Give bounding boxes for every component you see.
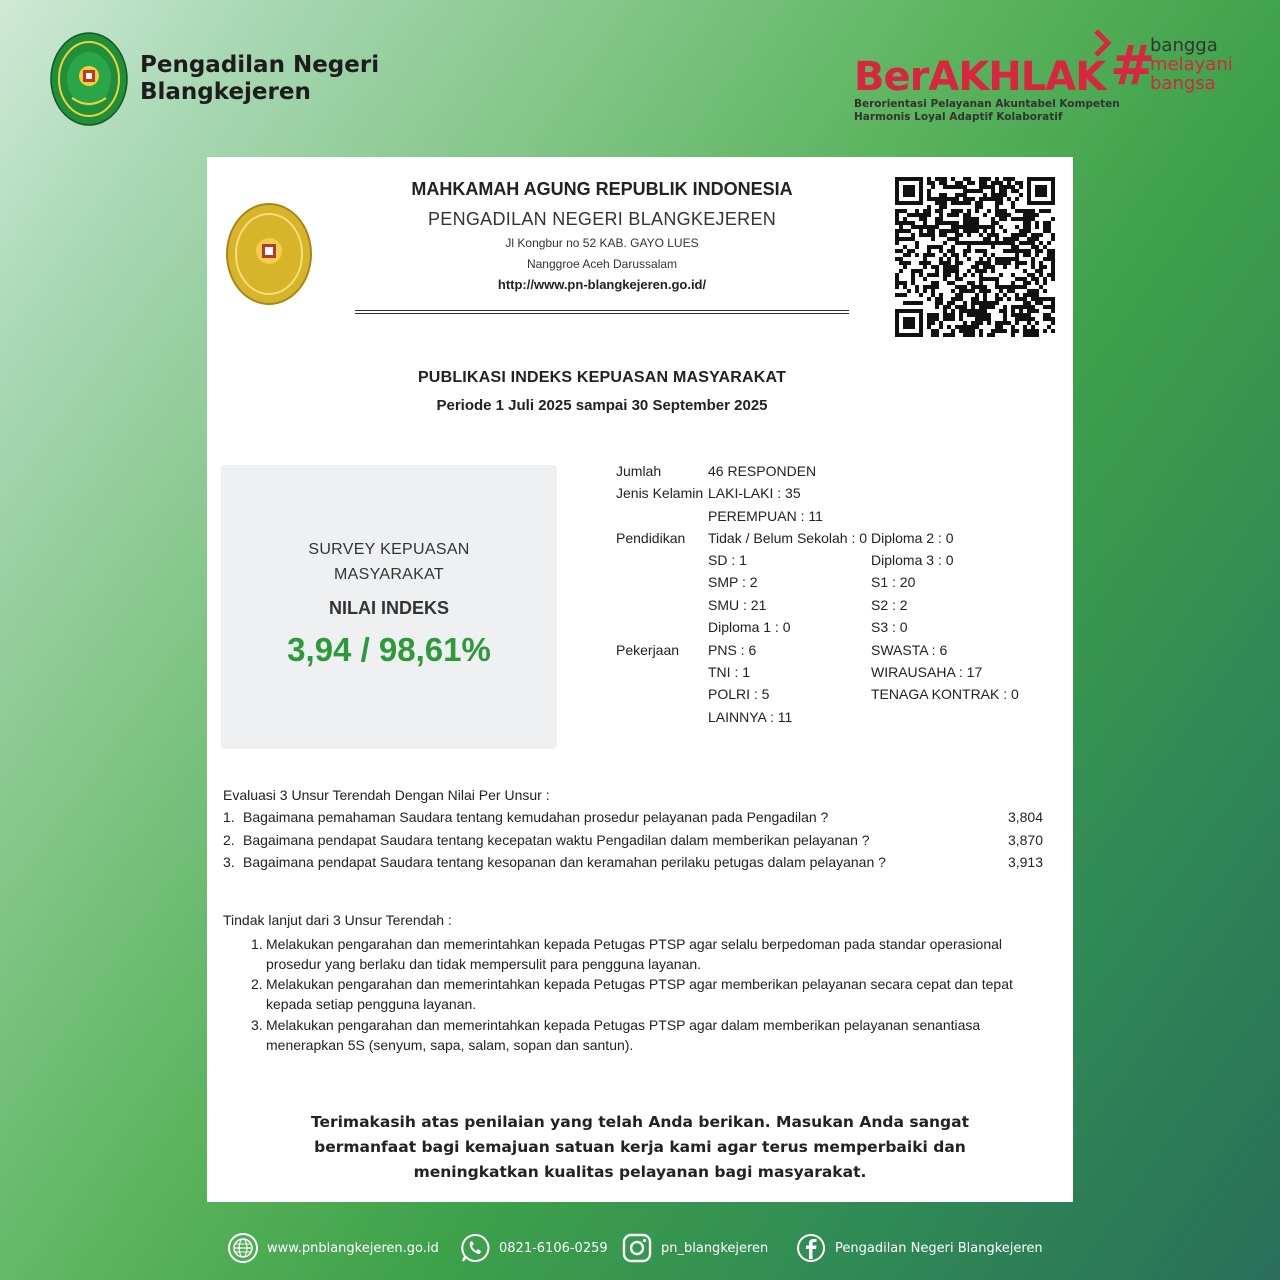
- whatsapp-icon: [459, 1232, 491, 1264]
- court-name-line2: Blangkejeren: [140, 79, 311, 105]
- court-name: [140, 52, 400, 106]
- brand: [50, 32, 400, 126]
- gender-label: Jenis Kelamin: [616, 485, 704, 501]
- core-values-line2: Harmonis Loyal Adaptif Kolaboratif: [854, 111, 1063, 123]
- followup-text: Melakukan pengarahan dan memerintahkan kepada Petugas PTSP agar selalu berpedoman pada standar operasional prosedur yang berlaku dan tidak mempersulit para pengguna layanan.: [266, 936, 1003, 972]
- footer-facebook-text: Pengadilan Negeri Blangkejeren: [835, 1240, 1043, 1256]
- letterhead-institution: MAHKAMAH AGUNG REPUBLIK INDONESIA: [411, 179, 793, 199]
- footer-instagram-text: pn_blangkejeren: [661, 1240, 769, 1256]
- education-item: SMU : 21: [708, 597, 767, 613]
- followup-number: 2.: [251, 976, 263, 992]
- evaluation-title: Evaluasi 3 Unsur Terendah Dengan Nilai Per Unsur :: [223, 787, 550, 803]
- facebook-icon: [795, 1232, 827, 1264]
- hashtag-icon: #: [1110, 34, 1156, 97]
- gender-female: PEREMPUAN : 11: [708, 508, 823, 524]
- qr-code: [895, 177, 1055, 337]
- followup-number: 1.: [251, 936, 263, 952]
- followup-text: Melakukan pengarahan dan memerintahkan kepada Petugas PTSP agar memberikan pelayanan secara cepat dan tepat kepada setiap pengguna layanan.: [266, 976, 1013, 1012]
- education-item: SMP : 2: [708, 574, 758, 590]
- education-item: Diploma 3 : 0: [871, 552, 954, 568]
- followup-title: Tindak lanjut dari 3 Unsur Terendah :: [223, 912, 452, 928]
- core-values: [854, 98, 1120, 124]
- berakhlak-tagline: [1150, 36, 1233, 93]
- education-item: Diploma 1 : 0: [708, 619, 791, 635]
- tagline-bangga: bangga: [1150, 35, 1218, 56]
- tagline-melayani: melayani: [1150, 54, 1233, 75]
- core-values-line1: Berorientasi Pelayanan Akuntabel Kompeten: [854, 98, 1120, 110]
- publication-title: PUBLIKASI INDEKS KEPUASAN MASYARAKAT: [417, 369, 787, 386]
- closing-line2: bermanfaat bagi kemajuan satuan kerja kami agar terus memperbaiki dan: [314, 1138, 966, 1156]
- letterhead-court: PENGADILAN NEGERI BLANGKEJEREN: [427, 209, 777, 229]
- letterhead-divider: [355, 310, 849, 314]
- evaluation-number: 2.: [223, 832, 235, 848]
- evaluation-question: Bagaimana pendapat Saudara tentang kecepatan waktu Pengadilan dalam memberikan pelayanan ?: [243, 832, 870, 848]
- education-item: S1 : 20: [871, 574, 916, 590]
- evaluation-score: 3,870: [1007, 832, 1043, 848]
- survey-label: [221, 537, 557, 587]
- education-item: S3 : 0: [871, 619, 908, 635]
- supreme-court-seal: [224, 201, 314, 307]
- education-item: SD : 1: [708, 552, 747, 568]
- followup-text: Melakukan pengarahan dan memerintahkan kepada Petugas PTSP agar dalam memberikan pelayanan senantiasa menerapkan 5S (senyum, sapa, salam, sopan dan santun).: [266, 1017, 981, 1053]
- document-page: [207, 157, 1073, 1202]
- contact-footer: [227, 1230, 1127, 1266]
- footer-website[interactable]: [227, 1230, 439, 1266]
- evaluation-score: 3,804: [1007, 809, 1043, 825]
- jumlah-label: Jumlah: [616, 463, 662, 479]
- letterhead-url[interactable]: http://www.pn-blangkejeren.go.id/: [497, 277, 707, 292]
- footer-instagram[interactable]: [621, 1230, 768, 1266]
- publication-period: Periode 1 Juli 2025 sampai 30 September 2025: [436, 397, 768, 414]
- evaluation-question: Bagaimana pendapat Saudara tentang kesopanan dan keramahan perilaku petugas dalam pelayanan ?: [243, 854, 886, 870]
- education-item: Diploma 2 : 0: [871, 530, 954, 546]
- court-emblem-logo: [50, 32, 128, 126]
- court-name-line1: Pengadilan Negeri: [140, 52, 380, 78]
- berakhlak-word: BerAKHLAK: [854, 54, 1106, 100]
- survey-label-line1: SURVEY KEPUASAN: [308, 541, 470, 558]
- closing-line3: meningkatkan kualitas pelayanan bagi masyarakat.: [413, 1163, 867, 1181]
- footer-website-text: www.pnblangkejeren.go.id: [267, 1240, 439, 1256]
- gender-male: LAKI-LAKI : 35: [708, 485, 801, 501]
- evaluation-question: Bagaimana pemahaman Saudara tentang kemudahan prosedur pelayanan pada Pengadilan ?: [243, 809, 829, 825]
- score-card: [221, 465, 557, 749]
- index-label: NILAI INDEKS: [328, 598, 449, 618]
- survey-label-line2: MASYARAKAT: [334, 566, 444, 583]
- job-item: PNS : 6: [708, 642, 757, 658]
- evaluation-number: 1.: [223, 809, 235, 825]
- tagline-bangsa: bangsa: [1150, 73, 1216, 94]
- job-item: SWASTA : 6: [871, 642, 948, 658]
- job-label: Pekerjaan: [616, 642, 680, 658]
- job-item: WIRAUSAHA : 17: [871, 664, 983, 680]
- globe-icon: [227, 1232, 259, 1264]
- footer-facebook[interactable]: [795, 1230, 1043, 1266]
- footer-phone-text: 0821-6106-0259: [499, 1240, 608, 1256]
- education-item: S2 : 2: [871, 597, 908, 613]
- job-item: LAINNYA : 11: [708, 709, 793, 725]
- letterhead-address: Jl Kongbur no 52 KAB. GAYO LUES: [505, 236, 699, 250]
- evaluation-score: 3,913: [1007, 854, 1043, 870]
- job-item: POLRI : 5: [708, 686, 770, 702]
- closing-line1: Terimakasih atas penilaian yang telah Anda berikan. Masukan Anda sangat: [310, 1113, 970, 1131]
- footer-phone[interactable]: [459, 1230, 608, 1266]
- berakhlak-logo: [852, 28, 1252, 128]
- job-item: TNI : 1: [708, 664, 751, 680]
- education-label: Pendidikan: [616, 530, 686, 546]
- index-value: 3,94 / 98,61%: [287, 631, 491, 668]
- job-item: TENAGA KONTRAK : 0: [871, 686, 1019, 702]
- evaluation-number: 3.: [223, 854, 235, 870]
- jumlah-value: 46 RESPONDEN: [708, 463, 817, 479]
- education-item: Tidak / Belum Sekolah : 0: [708, 530, 868, 546]
- instagram-icon: [621, 1232, 653, 1264]
- letterhead-province: Nanggroe Aceh Darussalam: [526, 257, 678, 271]
- closing-message: [307, 1110, 973, 1185]
- followup-number: 3.: [251, 1017, 263, 1033]
